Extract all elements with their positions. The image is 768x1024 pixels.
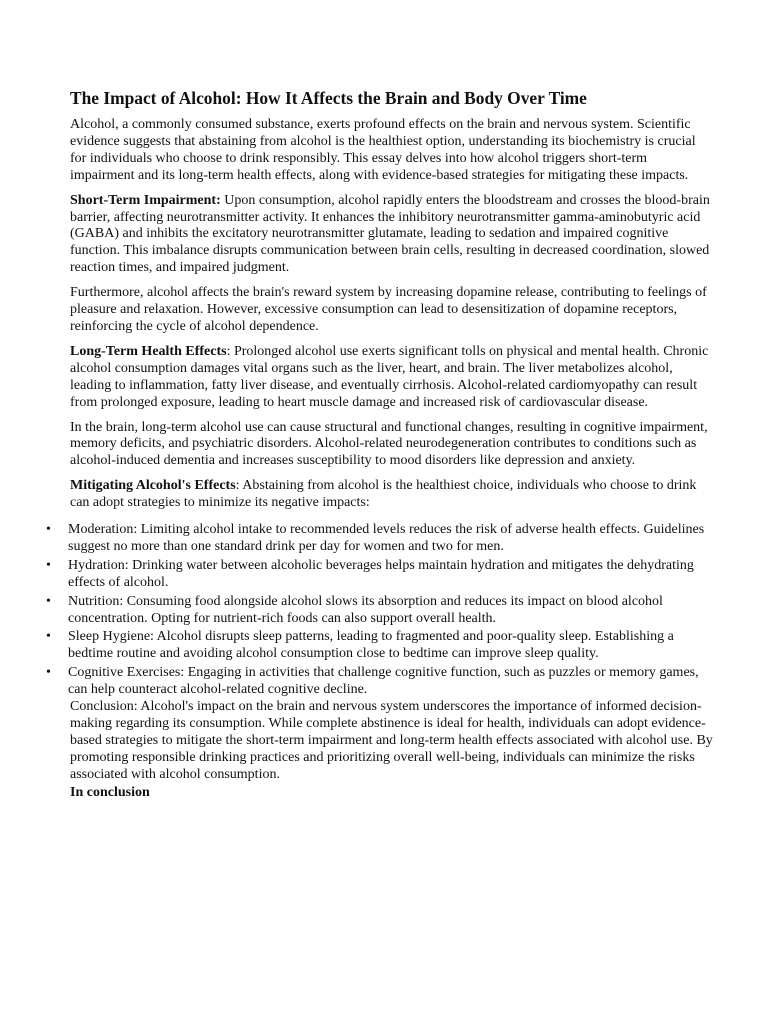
reward-paragraph: Furthermore, alcohol affects the brain's reward system by increasing dopamine release, contributing to feelings of pleasure and relaxation. However, excessive consumption can lead to desensitization of dopamine receptors, reinforcing the cycle of alcohol dependence. [70,285,707,334]
list-item [46,522,716,556]
list-item [46,629,716,663]
strategy-text: Nutrition: Consuming food alongside alcohol slows its absorption and reduces its impact on blood alcohol concentration. Opting for nutrient-rich foods can also support overall health. [68,593,663,626]
intro-paragraph: Alcohol, a commonly consumed substance, exerts profound effects on the brain and nervous system. Scientific evidence suggests that abstaining from alcohol is the healthiest option, understanding its biochemistry is crucial for individuals who choose to drink responsibly. This essay delves into how alcohol triggers short-term impairment and its long-term health effects, along with evidence-based strategies for mitigating these impacts. [70,117,696,183]
list-item [46,558,716,592]
strategy-text: Cognitive Exercises: Engaging in activities that challenge cognitive function, such as puzzles or memory games, can help counteract alcohol-related cognitive decline. [68,665,699,698]
long-term-paragraph [70,344,710,412]
brain-paragraph: In the brain, long-term alcohol use can cause structural and functional changes, resulting in cognitive impairment, memory deficits, and psychiatric disorders. Alcohol-related neurodegeneration contributes to conditions such as alcohol-induced dementia and increases susceptibility to mood disorders like depression and anxiety. [70,419,708,469]
list-item [46,594,716,628]
conclusion-paragraph: Conclusion: Alcohol's impact on the brain and nervous system underscores the importance of informed decision-making regarding its consumption. While complete abstinence is ideal for health, individuals can adopt evidence-based strategies to mitigate the short-term impairment and long-term health effects associated with alcohol use. By promoting responsible drinking practices and prioritizing overall well-being, individuals can minimize the risks associated with alcohol consumption. [70,699,713,782]
long-term-body: : Prolonged alcohol use exerts significant tolls on physical and mental health. Chronic alcohol consumption damages vital organs such as the liver, heart, and brain. The liver metabolizes alcohol, leading to inflammation, fatty liver disease, and eventually cirrhosis. Alcohol-related cardiomyopathy can result from prolonged exposure, leading to heart muscle damage and increased risk of cardiovascular disease. [70,343,709,410]
bullet-icon: • [46,557,51,573]
strategy-text: Sleep Hygiene: Alcohol disrupts sleep patterns, leading to fragmented and poor-quality sleep. Establishing a bedtime routine and avoiding alcohol consumption close to bedtime can improve sleep quality. [68,629,674,662]
short-term-paragraph [70,193,710,278]
strategy-text: Moderation: Limiting alcohol intake to recommended levels reduces the risk of adverse health effects. Guidelines suggest no more than one standard drink per day for women and two for men. [68,522,705,554]
strategies-list [46,522,716,699]
bullet-icon: • [46,629,51,645]
strategy-text: Hydration: Drinking water between alcoholic beverages helps maintain hydration and mitigates the dehydrating effects of alcohol. [68,557,694,590]
bullet-icon: • [46,593,51,609]
bullet-icon: • [46,665,51,681]
list-item [46,665,716,699]
document-page [46,86,713,801]
short-term-heading: Short-Term Impairment: [70,192,221,208]
mitigating-heading: Mitigating Alcohol's Effects [70,478,236,494]
in-conclusion-heading: In conclusion [70,784,150,800]
long-term-heading: Long-Term Health Effects [70,343,227,359]
short-term-body: Upon consumption, alcohol rapidly enters the bloodstream and crosses the blood-brain barrier, affecting neurotransmitter activity. It enhances the inhibitory neurotransmitter gamma-aminobutyric acid (GABA) and inhibits the excitatory neurotransmitter glutamate, leading to sedation and impaired cognitive function. This imbalance disrupts communication between brain cells, resulting in decreased coordination, slowed reaction times, and impaired judgment. [70,192,710,276]
mitigating-paragraph [70,478,710,512]
bullet-icon: • [46,522,51,538]
mitigating-body: : Abstaining from alcohol is the healthiest choice, individuals who choose to drink can adopt strategies to minimize its negative impacts: [70,478,697,511]
document-title: The Impact of Alcohol: How It Affects the Brain and Body Over Time [70,88,587,108]
